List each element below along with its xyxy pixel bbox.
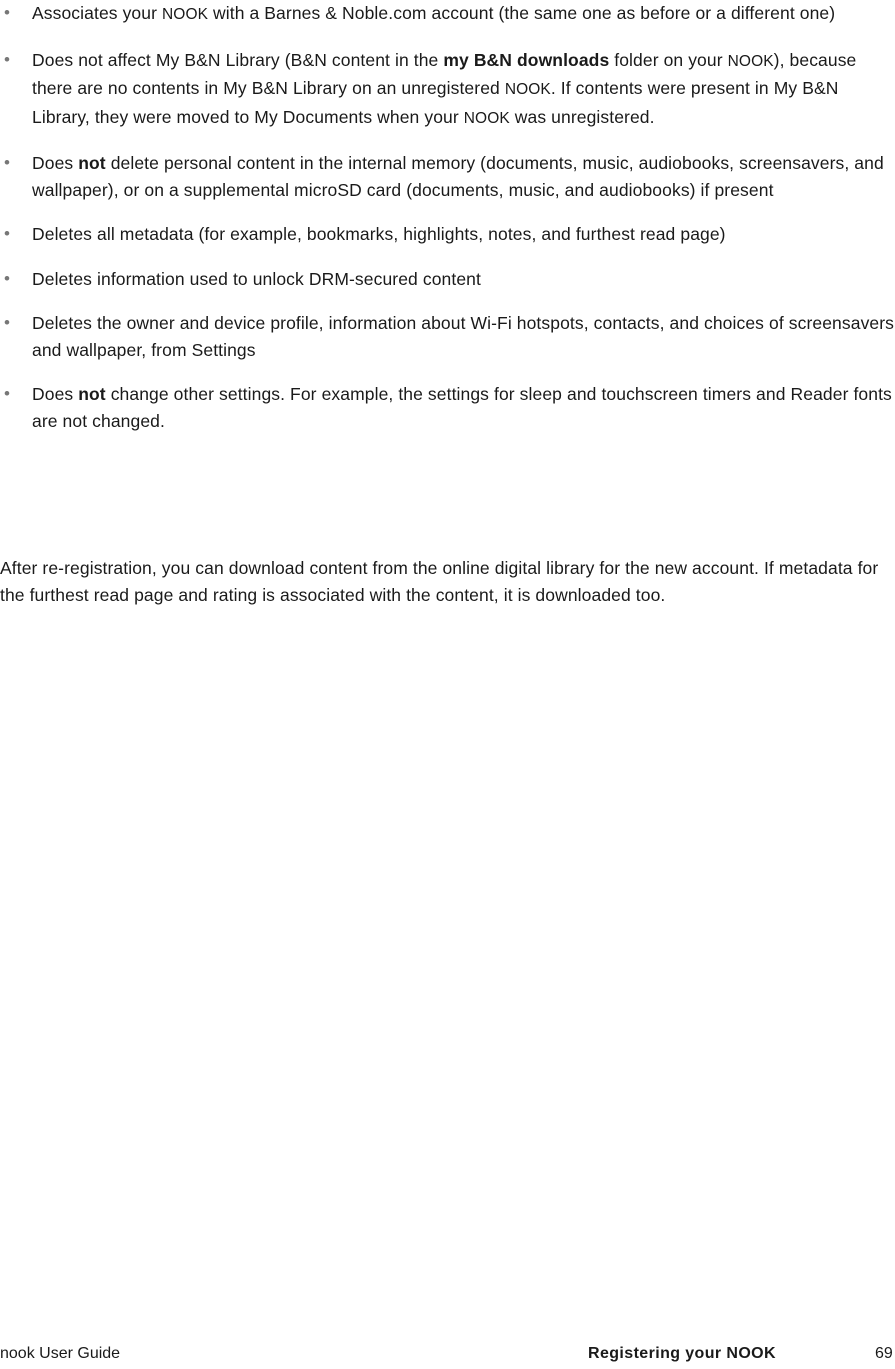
page-footer [0,1345,895,1369]
bullet-icon: • [4,268,11,288]
section-title: Registering your NOOK [588,1345,776,1362]
list-item-text: Deletes the owner and device profile, information about Wi-Fi hotspots, contacts, and choices of screensavers and wallpaper, from Settings [32,313,895,360]
bullet-list [0,0,895,452]
bullet-icon: • [4,384,11,403]
emphasis: not [78,384,106,404]
bullet-icon: • [4,313,11,332]
list-item [0,266,895,293]
bullet-icon: • [4,224,11,243]
list-item-text: Deletes all metadata (for example, bookmarks, highlights, notes, and furthest read page) [32,224,726,244]
list-item-text: Deletes information used to unlock DRM-secured content [32,268,481,289]
product-name: NOOK [727,52,774,70]
bullet-icon: • [4,3,11,22]
list-item-text: Associates your NOOK with a Barnes & Noble.com account (the same one as before or a different one) [32,3,836,23]
list-item-text: Does not delete personal content in the internal memory (documents, music, audiobooks, screensavers, and wallpaper), or on a supplemental microSD card (documents, music, and audiobooks) if present [32,153,884,200]
body-paragraph: After re-registration, you can download content from the online digital library for the new account. If metadata for the furthest read page and rating is associated with the content, it is downloaded too. [0,558,879,605]
product-name: NOOK [463,109,510,127]
product-name: NOOK [504,81,551,98]
list-item-text: Does not change other settings. For example, the settings for sleep and touchscreen timers and Reader fonts are not changed. [32,384,892,431]
list-item [0,381,895,434]
folder-name: my B&N downloads [443,49,610,70]
product-name: NOOK [162,6,209,23]
list-item [0,47,895,133]
list-item [0,310,895,363]
list-item [0,150,895,203]
bullet-icon: • [4,153,11,172]
page-number: 69 [875,1345,893,1362]
bullet-icon: • [4,49,11,69]
list-item-text: Does not affect My B&N Library (B&N content in the my B&N downloads folder on your NOOK), because there are no contents in My B&N Library on an unregistered NOOK. If contents were present in My B&N Library, they were moved to My Documents when your NOOK was unregistered. [32,49,857,127]
guide-title: nook User Guide [0,1345,121,1362]
emphasis: not [78,153,106,173]
list-item [0,0,895,29]
list-item [0,221,895,248]
